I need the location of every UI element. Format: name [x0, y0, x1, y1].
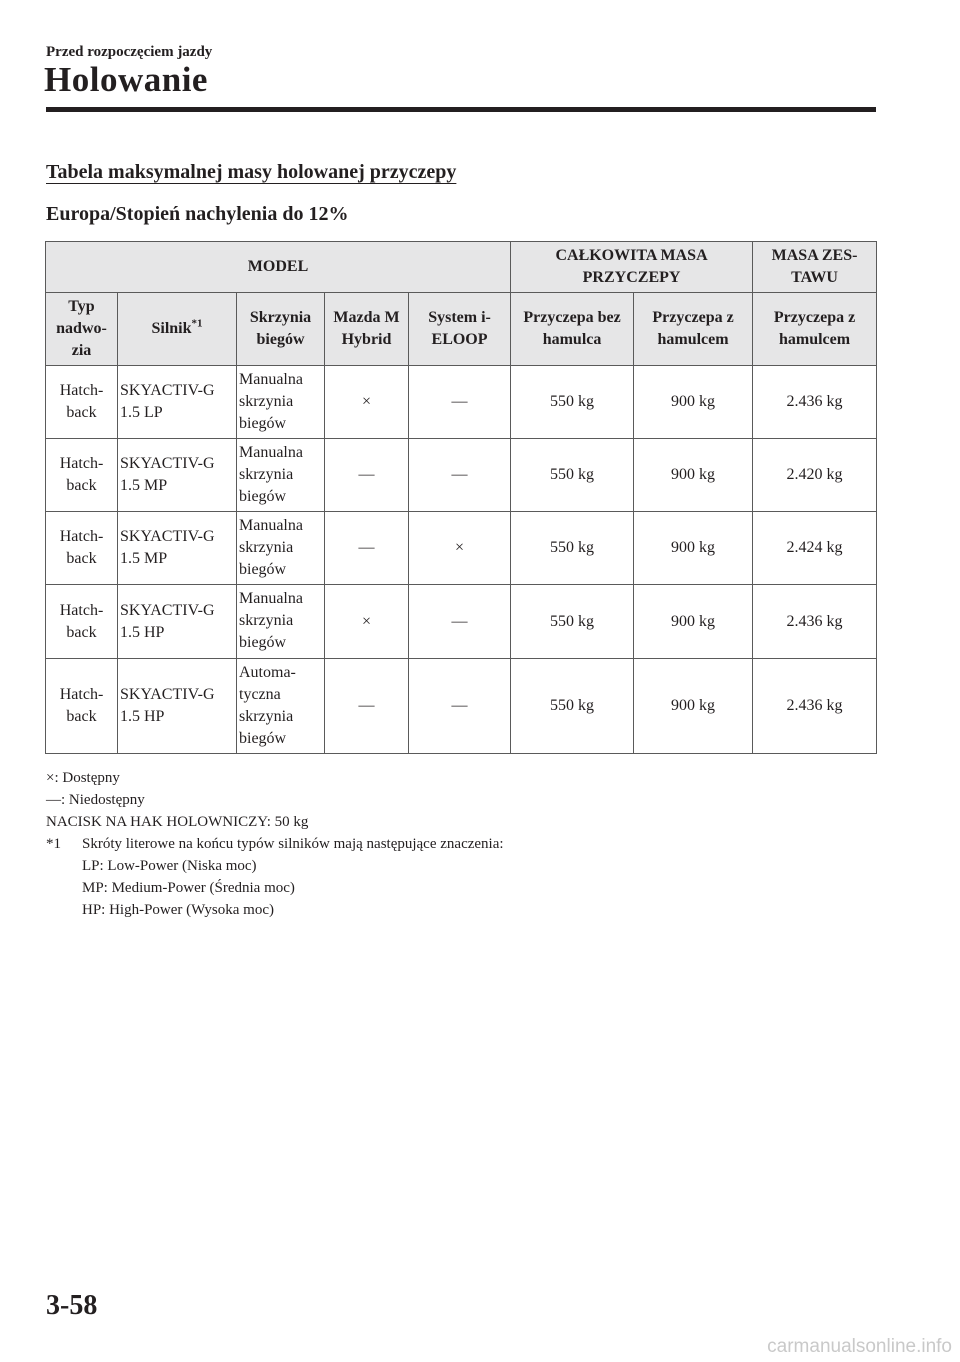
engine-header — [118, 293, 237, 366]
engine-cell: SKYACTIV-G 1.5 LP — [118, 366, 237, 439]
mhybrid-cell: × — [325, 366, 409, 439]
section-title: Holowanie — [44, 60, 208, 99]
braked-cell: 900 kg — [634, 512, 753, 585]
gearbox-cell: Manualna skrzynia biegów — [237, 512, 325, 585]
combined-header: Przyczepa z hamulcem — [753, 293, 877, 366]
mhybrid-header: Mazda M Hybrid — [325, 293, 409, 366]
eloop-cell: — — [409, 585, 511, 659]
page-number: 3-58 — [46, 1290, 98, 1321]
total-trailer-mass-header: CAŁKOWITA MASA PRZYCZEPY — [511, 242, 753, 293]
gearbox-cell: Manualna skrzynia biegów — [237, 439, 325, 512]
braked-cell: 900 kg — [634, 659, 753, 754]
table-row — [46, 439, 877, 512]
mhybrid-cell: × — [325, 585, 409, 659]
unbraked-cell: 550 kg — [511, 659, 634, 754]
engine-header-label: Silnik — [151, 320, 192, 337]
towing-mass-table — [45, 241, 877, 754]
gearbox-cell: Manualna skrzynia biegów — [237, 585, 325, 659]
eloop-cell: × — [409, 512, 511, 585]
engine-cell: SKYACTIV-G 1.5 MP — [118, 512, 237, 585]
body-cell: Hatch-back — [46, 512, 118, 585]
table-subtitle: Europa/Stopień nachylenia do 12% — [46, 203, 349, 225]
gearbox-header: Skrzynia biegów — [237, 293, 325, 366]
gearbox-cell: Automa-tyczna skrzynia biegów — [237, 659, 325, 754]
unbraked-header: Przyczepa bez hamulca — [511, 293, 634, 366]
braked-cell: 900 kg — [634, 439, 753, 512]
mhybrid-cell: — — [325, 659, 409, 754]
abbreviation-hp: HP: High-Power (Wysoka moc) — [82, 902, 274, 918]
gearbox-cell: Manualna skrzynia biegów — [237, 366, 325, 439]
combined-cell: 2.420 kg — [753, 439, 877, 512]
legend-available: ×: Dostępny — [46, 770, 120, 786]
combined-cell: 2.436 kg — [753, 366, 877, 439]
mhybrid-cell: — — [325, 439, 409, 512]
table-title: Tabela maksymalnej masy holowanej przyczepy — [46, 161, 457, 183]
model-header: MODEL — [46, 242, 511, 293]
body-cell: Hatch-back — [46, 366, 118, 439]
engine-cell: SKYACTIV-G 1.5 HP — [118, 659, 237, 754]
header-divider — [46, 107, 876, 112]
engine-footnote — [46, 833, 504, 855]
eloop-header: System i-ELOOP — [409, 293, 511, 366]
group-header-row — [46, 242, 877, 293]
body-cell: Hatch-back — [46, 585, 118, 659]
body-type-header: Typ nadwo-zia — [46, 293, 118, 366]
abbreviation-mp: MP: Medium-Power (Średnia moc) — [82, 880, 295, 896]
combined-mass-header: MASA ZES-TAWU — [753, 242, 877, 293]
legend-unavailable: —: Niedostępny — [46, 792, 145, 808]
body-cell: Hatch-back — [46, 439, 118, 512]
braked-cell: 900 kg — [634, 366, 753, 439]
table-row — [46, 659, 877, 754]
column-header-row — [46, 293, 877, 366]
table-row — [46, 585, 877, 659]
eloop-cell: — — [409, 659, 511, 754]
footnote-mark: *1 — [46, 836, 61, 852]
engine-footnote-mark: *1 — [191, 317, 203, 330]
eloop-cell: — — [409, 366, 511, 439]
unbraked-cell: 550 kg — [511, 512, 634, 585]
mhybrid-cell: — — [325, 512, 409, 585]
unbraked-cell: 550 kg — [511, 585, 634, 659]
watermark: carmanualsonline.info — [767, 1336, 952, 1357]
engine-cell: SKYACTIV-G 1.5 MP — [118, 439, 237, 512]
eloop-cell: — — [409, 439, 511, 512]
table-notes — [46, 767, 504, 921]
combined-cell: 2.436 kg — [753, 659, 877, 754]
table-row — [46, 366, 877, 439]
hitch-load-note: NACISK NA HAK HOLOWNICZY: 50 kg — [46, 814, 309, 830]
abbreviation-lp: LP: Low-Power (Niska moc) — [82, 858, 257, 874]
combined-cell: 2.424 kg — [753, 512, 877, 585]
unbraked-cell: 550 kg — [511, 366, 634, 439]
engine-cell: SKYACTIV-G 1.5 HP — [118, 585, 237, 659]
braked-header: Przyczepa z hamulcem — [634, 293, 753, 366]
unbraked-cell: 550 kg — [511, 439, 634, 512]
chapter-title: Przed rozpoczęciem jazdy — [46, 44, 213, 60]
combined-cell: 2.436 kg — [753, 585, 877, 659]
body-cell: Hatch-back — [46, 659, 118, 754]
footnote-text: Skróty literowe na końcu typów silników mają następujące znaczenia: — [82, 836, 504, 852]
table-row — [46, 512, 877, 585]
braked-cell: 900 kg — [634, 585, 753, 659]
